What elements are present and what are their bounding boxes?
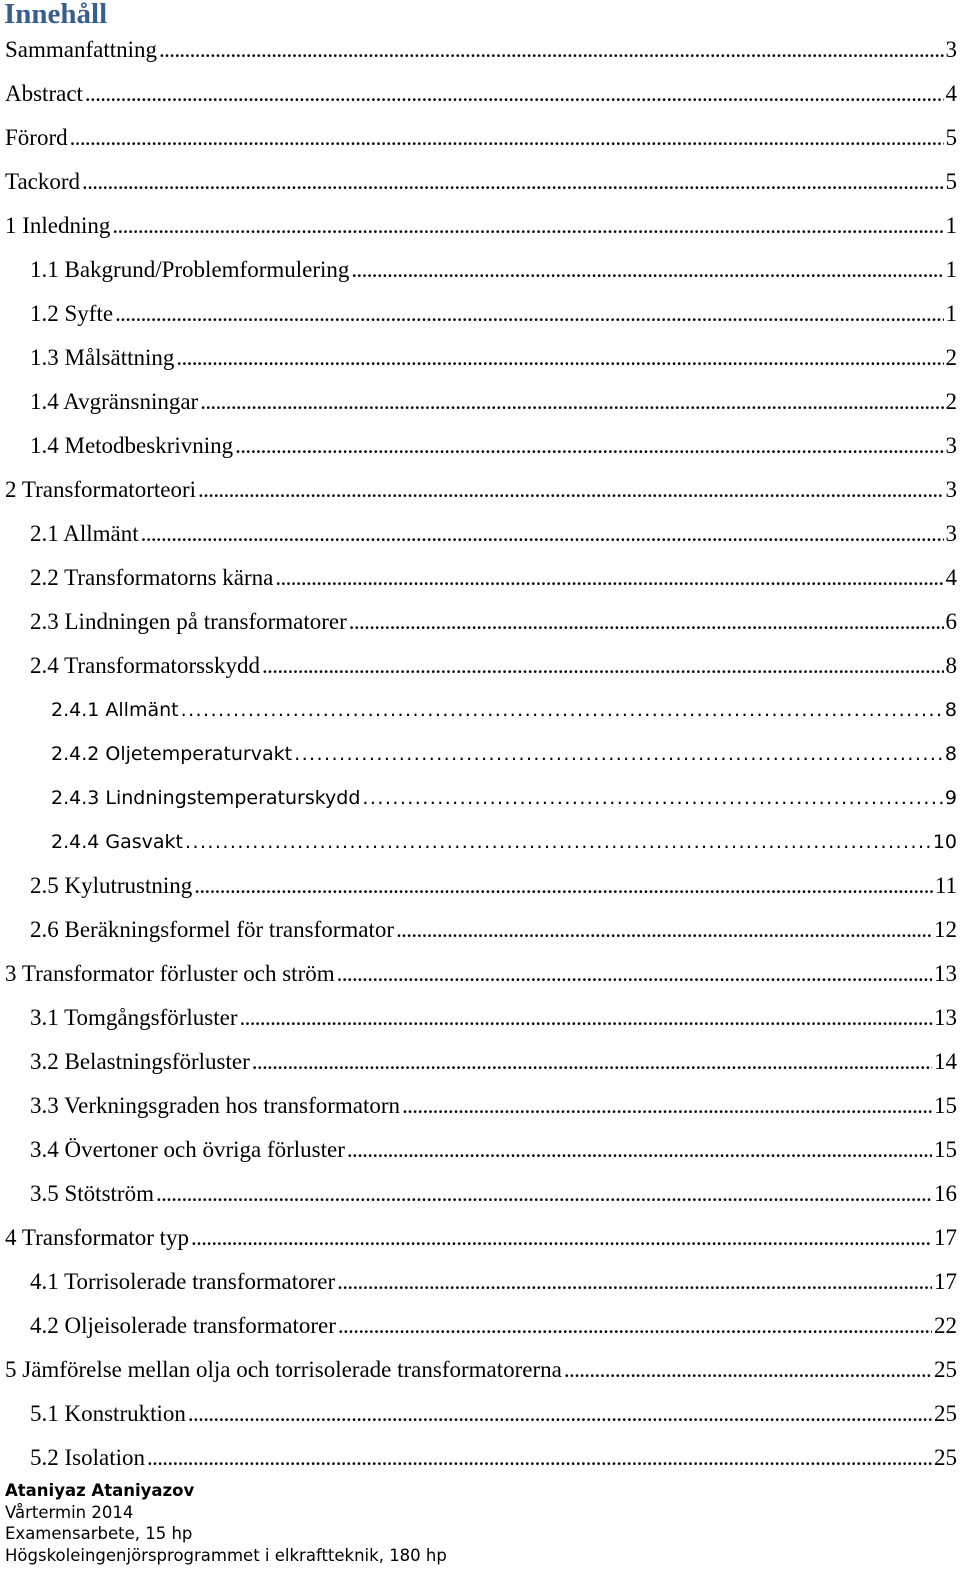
toc-dot-leader [396, 917, 932, 943]
toc-dot-leader [402, 1093, 932, 1119]
toc-dot-leader [194, 873, 933, 899]
toc-entry-title: 1.4 Avgränsningar [30, 389, 199, 414]
toc-page-number: 5 [945, 125, 957, 150]
toc-entry[interactable] [0, 1260, 960, 1304]
toc-entry-title: 2 Transformatorteori [5, 477, 197, 502]
toc-page-number: 4 [945, 81, 957, 106]
toc-entry-title: 2.4.3 Lindningstemperaturskydd [51, 787, 361, 809]
footer-credits: Examensarbete, 15 hp [5, 1524, 193, 1543]
toc-entry[interactable] [0, 908, 960, 952]
toc-dot-leader [112, 213, 943, 239]
toc-entry[interactable] [0, 72, 960, 116]
toc-entry-title: 1.4 Metodbeskrivning [30, 433, 234, 458]
toc-entry[interactable] [0, 1436, 960, 1480]
toc-dot-leader [564, 1357, 932, 1383]
toc-dot-leader [200, 389, 943, 415]
toc-page-number: 8 [944, 743, 957, 765]
toc-list [0, 28, 960, 1480]
toc-page-number: 16 [934, 1181, 957, 1206]
toc-page-number: 8 [944, 699, 957, 721]
toc-entry[interactable] [0, 1172, 960, 1216]
toc-entry[interactable] [0, 28, 960, 72]
toc-entry-title: 3.5 Stötström [30, 1181, 154, 1206]
toc-entry[interactable] [0, 468, 960, 512]
toc-entry-title: 1.2 Syfte [30, 301, 114, 326]
toc-dot-leader [349, 609, 944, 635]
toc-dot-leader [176, 345, 943, 371]
toc-entry[interactable] [0, 776, 960, 820]
toc-entry[interactable] [0, 996, 960, 1040]
toc-entry[interactable] [0, 644, 960, 688]
toc-dot-leader [198, 477, 943, 503]
toc-entry-title: 2.6 Beräkningsformel för transformator [30, 917, 395, 942]
toc-entry-title: 2.2 Transformatorns kärna [30, 565, 274, 590]
toc-page-number: 17 [934, 1225, 957, 1250]
toc-page-number: 17 [934, 1269, 957, 1294]
toc-entry[interactable] [0, 1348, 960, 1392]
toc-dot-leader [188, 1401, 932, 1427]
toc-dot-leader [141, 521, 944, 547]
toc-entry-title: 2.4 Transformatorsskydd [30, 653, 261, 678]
toc-page-number: 12 [934, 917, 957, 942]
toc-page-number: 1 [945, 257, 957, 282]
toc-entry[interactable] [0, 1084, 960, 1128]
toc-page-number: 10 [932, 831, 957, 853]
toc-entry-title: 2.3 Lindningen på transformatorer [30, 609, 347, 634]
toc-dot-leader [181, 697, 943, 723]
toc-entry[interactable] [0, 1304, 960, 1348]
toc-entry[interactable] [0, 204, 960, 248]
toc-page-number: 8 [945, 653, 957, 678]
toc-entry-title: 4 Transformator typ [5, 1225, 189, 1250]
toc-page-number: 5 [945, 169, 957, 194]
toc-entry-title: 2.4.2 Oljetemperaturvakt [51, 743, 293, 765]
toc-entry-title: 2.1 Allmänt [30, 521, 139, 546]
toc-entry[interactable] [0, 952, 960, 996]
toc-page-number: 2 [945, 389, 957, 414]
toc-dot-leader [337, 961, 932, 987]
toc-dot-leader [159, 37, 943, 63]
toc-page-number: 3 [945, 37, 957, 62]
toc-entry[interactable] [0, 512, 960, 556]
toc-entry[interactable] [0, 1128, 960, 1172]
toc-dot-leader [147, 1445, 932, 1471]
toc-entry[interactable] [0, 116, 960, 160]
toc-entry-title: 3.3 Verkningsgraden hos transformatorn [30, 1093, 401, 1118]
toc-entry[interactable] [0, 336, 960, 380]
footer-term: Vårtermin 2014 [5, 1502, 134, 1522]
toc-dot-leader [262, 653, 943, 679]
toc-dot-leader [82, 169, 943, 195]
toc-dot-leader [185, 829, 931, 855]
toc-entry-title: 2.5 Kylutrustning [30, 873, 193, 898]
toc-entry[interactable] [0, 424, 960, 468]
toc-page-number: 1 [945, 301, 957, 326]
toc-entry[interactable] [0, 1040, 960, 1084]
toc-dot-leader [275, 565, 943, 591]
toc-dot-leader [337, 1269, 932, 1295]
toc-entry-title: 5.2 Isolation [30, 1445, 145, 1470]
toc-entry[interactable] [0, 820, 960, 864]
toc-entry[interactable] [0, 688, 960, 732]
toc-entry-title: 2.4.1 Allmänt [51, 699, 179, 721]
toc-entry-title: 4.1 Torrisolerade transformatorer [30, 1269, 336, 1294]
toc-entry-title: 1 Inledning [5, 213, 111, 238]
footer-author: Ataniyaz Ataniyazov [5, 1481, 195, 1500]
toc-page-number: 2 [945, 345, 957, 370]
toc-dot-leader [115, 301, 943, 327]
toc-page-number: 11 [934, 873, 957, 898]
toc-entry-title: 3.1 Tomgångsförluster [30, 1005, 238, 1030]
toc-dot-leader [362, 785, 942, 811]
toc-dot-leader [347, 1137, 932, 1163]
toc-page-number: 3 [945, 433, 957, 458]
toc-entry-title: 4.2 Oljeisolerade transformatorer [30, 1313, 336, 1338]
toc-dot-leader [235, 433, 943, 459]
toc-page-number: 25 [934, 1445, 957, 1470]
toc-entry[interactable] [0, 1392, 960, 1436]
toc-page-number: 13 [934, 961, 957, 986]
toc-page-number: 25 [934, 1401, 957, 1426]
document-footer [5, 1480, 447, 1566]
toc-entry-title: Sammanfattning [5, 37, 158, 62]
toc-title: Innehåll [4, 0, 108, 30]
toc-entry[interactable] [0, 600, 960, 644]
toc-dot-leader [191, 1225, 932, 1251]
toc-entry[interactable] [0, 292, 960, 336]
toc-page-number: 15 [934, 1137, 957, 1162]
toc-entry-title: Tackord [5, 169, 81, 194]
toc-dot-leader [156, 1181, 932, 1207]
toc-page-number: 15 [934, 1093, 957, 1118]
toc-dot-leader [85, 81, 944, 107]
toc-entry[interactable] [0, 248, 960, 292]
toc-page-number: 6 [945, 609, 957, 634]
toc-page-number: 25 [934, 1357, 957, 1382]
toc-entry-title: 1.1 Bakgrund/Problemformulering [30, 257, 350, 282]
toc-entry-title: 3 Transformator förluster och ström [5, 961, 335, 986]
toc-entry-title: Abstract [5, 81, 83, 106]
toc-entry-title: 3.4 Övertoner och övriga förluster [30, 1137, 345, 1162]
toc-dot-leader [70, 125, 944, 151]
toc-dot-leader [294, 741, 943, 767]
toc-entry-title: 3.2 Belastningsförluster [30, 1049, 250, 1074]
toc-entry-title: 2.4.4 Gasvakt [51, 831, 183, 853]
toc-entry-title: Förord [5, 125, 68, 150]
toc-entry[interactable] [0, 160, 960, 204]
toc-page-number: 14 [934, 1049, 957, 1074]
toc-entry[interactable] [0, 864, 960, 908]
toc-entry-title: 1.3 Målsättning [30, 345, 175, 370]
toc-entry-title: 5 Jämförelse mellan olja och torrisolerade transformatorerna [5, 1357, 562, 1382]
toc-entry[interactable] [0, 556, 960, 600]
toc-dot-leader [351, 257, 943, 283]
toc-page-number: 4 [945, 565, 957, 590]
toc-page-number: 22 [934, 1313, 957, 1338]
toc-entry[interactable] [0, 380, 960, 424]
toc-page-number: 3 [945, 521, 957, 546]
toc-entry[interactable] [0, 1216, 960, 1260]
toc-entry[interactable] [0, 732, 960, 776]
footer-program: Högskoleingenjörsprogrammet i elkraftteknik, 180 hp [5, 1545, 447, 1565]
toc-dot-leader [240, 1005, 933, 1031]
toc-page-number: 3 [945, 477, 957, 502]
toc-page-number: 1 [945, 213, 957, 238]
toc-entry-title: 5.1 Konstruktion [30, 1401, 186, 1426]
toc-page-number: 9 [944, 787, 957, 809]
toc-dot-leader [252, 1049, 932, 1075]
toc-page-number: 13 [934, 1005, 957, 1030]
toc-dot-leader [338, 1313, 932, 1339]
